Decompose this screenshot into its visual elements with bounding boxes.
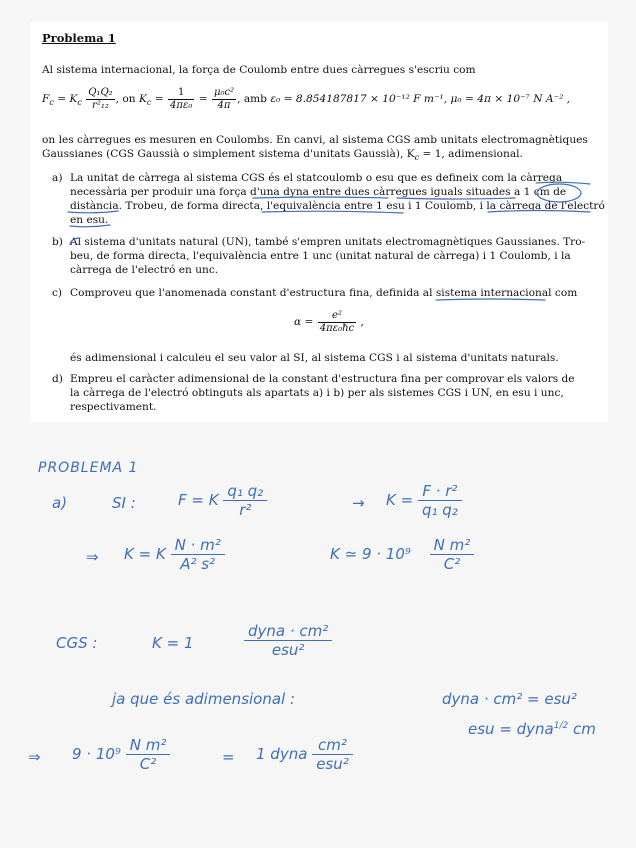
underline-una-forca	[253, 197, 388, 198]
notes-k-one: K = 1	[152, 634, 194, 652]
underline-distancia	[68, 211, 118, 213]
item-a-label: a)	[52, 172, 63, 184]
notes-force-law: F = K $\frac{\text{q₁ q₂}}{\text{r²}}$	[178, 482, 267, 519]
item-a-line4: en esu.	[70, 214, 109, 226]
coulomb-fraction: $\frac{\text{Q₁Q₂}}{\text{r²₁₂}}$	[88, 86, 113, 111]
item-a-line2: necessària per produir una força d'una dyna entre dues càrregues iguals situades a 1 cm de	[70, 186, 567, 198]
item-b-label: b)	[52, 236, 63, 248]
alpha-equation: α = $\frac{\text{e²}}{\text{4πε₀ħc}}$ ,	[294, 309, 364, 334]
notes-final-rhs: 1 dyna cm² esu²	[256, 736, 353, 773]
notes-force-fraction: $\frac{\text{q₁ q₂}}{\text{r²}}$	[223, 482, 267, 519]
notes-arrow-1: →	[352, 494, 365, 512]
item-d-line1: Empreu el caràcter adimensional de la constant d'estructura fina per comprovar els valors de	[70, 373, 575, 385]
notes-dim-equation: dyna · cm² = esu²	[442, 690, 577, 708]
underline-equivalencia	[262, 211, 403, 213]
notes-final-rhs-fraction: cm² esu²	[312, 736, 353, 773]
item-c-line2: és adimensional i calculeu el seu valor al SI, al sistema CGS i al sistema d'unitats naturals.	[70, 352, 559, 364]
notes-final-equals: =	[222, 748, 235, 766]
item-d-line2: la càrrega de l'electró obtinguts als apartats a) i b) per als sistemes CGS i UN, en esu i unc,	[70, 387, 564, 399]
item-b-line2: beu, de forma directa, l'equivalència entre 1 unc (unitat natural de càrrega) i 1 Coulomb, i la	[70, 250, 571, 262]
problem-title: Problema 1	[42, 31, 116, 45]
notes-arrow-2: ⇒	[86, 548, 99, 566]
item-d-line3: respectivament.	[70, 401, 157, 413]
underline-sistema-internacional	[436, 299, 545, 300]
notes-cgs-units	[244, 622, 332, 659]
mark-al-sistema	[70, 238, 80, 244]
notes-heading: PROBLEMA 1	[38, 460, 139, 476]
notes-cgs-label: CGS :	[56, 634, 98, 652]
notes-esu-equation: esu = dyna$^{1/2}$ cm	[468, 720, 596, 738]
para2-line1: on les càrregues es mesuren en Coulombs. En canvi, al sistema CGS amb unitats electromagnètiques	[42, 134, 588, 146]
notes-k-expression: K = $\frac{\text{F · r²}}{\text{q₁ q₂}}$	[386, 482, 462, 519]
notes-final-lhs-fraction: $\frac{\text{N m²}}{\text{C²}}$	[126, 736, 171, 773]
item-c-label: c)	[52, 287, 63, 299]
notes-final-lhs: 9 · 10⁹ $\frac{\text{N m²}}{\text{C²}}$	[72, 736, 170, 773]
notes-a-label: a)	[52, 494, 68, 512]
item-b-line3: càrrega de l'electró en unc.	[70, 264, 219, 276]
k-fraction-2: $\frac{\text{μ₀c²}}{4\pi}$	[213, 86, 235, 111]
intro-text: Al sistema internacional, la força de Coulomb entre dues càrregues s'escriu com	[42, 64, 476, 76]
underline-en-esu	[70, 225, 110, 227]
notes-k-units: K = K $\frac{\text{N · m²}}{\text{A² s²}}$	[124, 536, 225, 573]
underline-carregues-iguals	[397, 198, 515, 199]
underline-carrega-electro	[488, 211, 590, 213]
k-fraction-1: $\frac{1}{\text{4πε₀}}$	[170, 86, 193, 111]
notes-cgs-fraction: dyna · cm² esu²	[244, 622, 332, 659]
item-a-line3: distància. Trobeu, de forma directa, l'equivalència entre 1 esu i 1 Coulomb, i la càrrega de l'electró	[70, 200, 605, 212]
coulomb-equation: $F_c = K_c$ $\frac{\text{Q₁Q₂}}{\text{r²₁₂}}$ , on $K_c$ = $\frac{1}{\text{4πε₀}}$ = $\frac{\text{μ₀c²}}{4\pi}$ , amb ε₀ = 8.854187817 × 10⁻¹² F m⁻¹, μ₀ = 4π × 10⁻⁷ N A⁻² ,	[42, 86, 571, 111]
item-c-line1: Comproveu que l'anomenada constant d'estructura fina, definida al sistema internacional com	[70, 287, 578, 299]
notes-ja-que: ja que és adimensional :	[112, 690, 296, 708]
notes-k-units-fraction: $\frac{\text{N · m²}}{\text{A² s²}}$	[171, 536, 225, 573]
alpha-fraction: $\frac{\text{e²}}{\text{4πε₀ħc}}$	[319, 309, 355, 334]
notes-si-label: SI :	[112, 494, 136, 512]
notes-k-approx: K ≃ 9 · 10⁹ $\frac{\text{N m²}}{\text{C²}}$	[330, 536, 474, 573]
item-b-line1: Al sistema d'unitats natural (UN), també s'empren unitats electromagnètiques Gaussianes. Tro-	[70, 236, 586, 248]
item-d-label: d)	[52, 373, 63, 385]
notes-k-fraction: $\frac{\text{F · r²}}{\text{q₁ q₂}}$	[418, 482, 462, 519]
notes-arrow-3: ⇒	[28, 748, 41, 766]
circle-1-cm	[537, 184, 581, 202]
notes-k-approx-fraction: $\frac{\text{N m²}}{\text{C²}}$	[430, 536, 475, 573]
item-a-line1: La unitat de càrrega al sistema CGS és el statcoulomb o esu que es defineix com la càrrega	[70, 172, 563, 184]
para2-line2: Gaussianes (CGS Gaussià o simplement sistema d'unitats Gaussià), $K_c = 1$, adimensional.	[42, 148, 523, 163]
